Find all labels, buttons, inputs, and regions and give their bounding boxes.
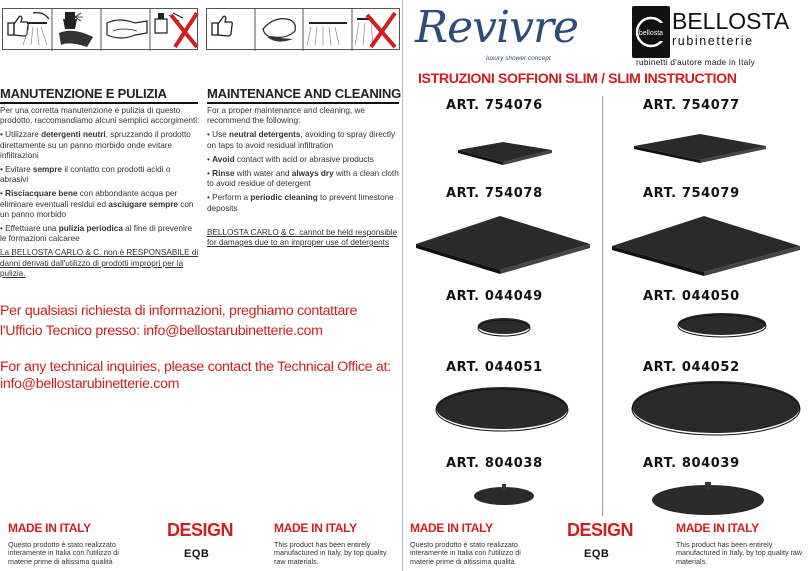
shower-head-square-large-754078 bbox=[412, 208, 594, 278]
thumbs-up-icon bbox=[8, 16, 28, 36]
shower-head-dome-large-804039 bbox=[648, 478, 768, 518]
made-in-italy-it-right: MADE IN ITALY bbox=[410, 521, 493, 535]
made-in-italy-en-right: MADE IN ITALY bbox=[676, 521, 759, 535]
made-in-italy-it-text-right: Questo prodotto è stato realizzato interamente in Italia con l'utilizzo di materie prime di altissima qualità bbox=[410, 540, 521, 566]
article-label: ART. 044051 bbox=[446, 360, 543, 375]
shower-head-round-large-044052 bbox=[628, 378, 804, 438]
section-rule-it bbox=[0, 102, 198, 104]
bullet-1-it: • Utilizzare detergenti neutri, spruzzando il prodotto direttamente su un panno morbido onde evitare infiltrazioni bbox=[0, 130, 191, 160]
section-rule-en bbox=[207, 102, 399, 104]
article-label: ART. 044049 bbox=[446, 289, 543, 304]
article-label: ART. 804038 bbox=[446, 456, 543, 471]
bullet-4-en: • Perform a periodic cleaning to prevent limestone deposits bbox=[207, 193, 394, 213]
bellosta-logo-mark bbox=[632, 6, 670, 58]
shower-head-round-medium-044050 bbox=[672, 310, 772, 340]
article-label: ART. 754078 bbox=[446, 186, 543, 201]
design-by-left: EQB bbox=[184, 548, 210, 560]
bellosta-name: BELLOSTA bbox=[672, 8, 790, 34]
maintenance-text-it bbox=[0, 106, 200, 283]
cleaning-hand-icon bbox=[107, 20, 147, 38]
bellosta-logo-text: bellosta bbox=[638, 30, 664, 37]
made-in-italy-it-text-left: Questo prodotto è stato realizzato interamente in Italia con l'utilizzo di materie prime di altissima qualità bbox=[8, 540, 119, 566]
bullet-2-en: • Avoid contact with acid or abrasive products bbox=[207, 154, 374, 164]
cloth-hand-icon bbox=[263, 19, 295, 42]
instruction-icon-strip-it bbox=[2, 8, 198, 50]
section-title-en: MAINTENANCE AND CLEANING bbox=[207, 86, 402, 101]
article-label: ART. 754077 bbox=[643, 98, 740, 113]
shower-head-round-small-044049 bbox=[474, 314, 534, 338]
bellosta-tagline: rubinetti d'autore made in Italy bbox=[636, 58, 756, 67]
bullet-2-it: • Evitare sempre il contatto con prodotti acidi o abrasivi bbox=[0, 165, 171, 185]
spray-bottle-icon bbox=[63, 12, 83, 29]
shower-head-square-small-754077 bbox=[630, 128, 770, 168]
red-cross-icon bbox=[367, 13, 395, 47]
bullet-3-en: • Rinse with water and always dry with a clean cloth to avoid residue of detergent bbox=[207, 169, 399, 189]
shower-head-square-small-754076 bbox=[448, 136, 558, 170]
bullet-3-it: • Risciacquare bene con abbondante acqua per eliminare eventuali residui ed asciugare sempre con un panno morbido bbox=[0, 189, 194, 219]
revivre-logo: Revivre bbox=[415, 2, 579, 53]
column-divider bbox=[602, 96, 603, 516]
thumbs-up-icon bbox=[212, 16, 232, 36]
shower-spray-icon bbox=[355, 19, 373, 45]
intro-en: For a proper maintenance and cleaning, we recommend the following: bbox=[207, 106, 365, 126]
contact-it-line-1: Per qualsiasi richiesta di informazioni, preghiamo contattare bbox=[0, 303, 358, 319]
contact-en-line-1: For any technical inquiries, please contact the Technical Office at: bbox=[0, 359, 391, 375]
article-label: ART. 754076 bbox=[446, 98, 543, 113]
contact-en-line-2: info@bellostarubinetterie.com bbox=[0, 376, 180, 392]
article-label: ART. 044052 bbox=[643, 360, 740, 375]
design-by-right: EQB bbox=[584, 548, 610, 560]
design-label-right: DESIGN bbox=[567, 520, 634, 540]
bellosta-subtitle: rubinetterie bbox=[672, 34, 754, 48]
instruction-icon-strip-en bbox=[206, 8, 400, 50]
section-title-it: MANUTENZIONE E PULIZIA bbox=[0, 86, 167, 101]
water-spray-icon bbox=[307, 23, 347, 45]
bullet-1-en: • Use neutral detergents, avoiding to spray directly on taps to avoid residual infiltration bbox=[207, 130, 396, 150]
intro-it: Per una corretta manutenzione e pulizia di questo prodotto, raccomandiamo alcuni semplici accorgimenti: bbox=[0, 106, 200, 126]
maintenance-text-en bbox=[207, 106, 400, 252]
disclaimer-it: La BELLOSTA CARLO & C. non è RESPONSABILE di danni derivati dall'utilizzo di prodotti impropri per la pulizia. bbox=[0, 248, 199, 278]
instruction-title: ISTRUZIONI SOFFIONI SLIM / SLIM INSTRUCTION bbox=[418, 71, 737, 87]
made-in-italy-en-text-left: This product has been entirely manufactured in Italy, by top quality raw materials. bbox=[274, 540, 387, 566]
revivre-tagline: luxury shower concept bbox=[486, 55, 551, 62]
shower-head-round-large-044051 bbox=[432, 384, 572, 434]
article-label: ART. 804039 bbox=[643, 456, 740, 471]
made-in-italy-en-text-right: This product has been entirely manufactured in Italy, by top quality raw materials. bbox=[676, 540, 803, 566]
shower-head-dome-small-804038 bbox=[470, 482, 540, 510]
disclaimer-en: BELLOSTA CARLO & C. cannot be held responsible for damages due to an improper use of detergents bbox=[207, 227, 398, 248]
made-in-italy-en-left: MADE IN ITALY bbox=[274, 521, 357, 535]
page-fold-line bbox=[402, 0, 403, 571]
red-cross-icon bbox=[171, 13, 197, 47]
contact-it-line-2: l'Ufficio Tecnico presso: info@bellostarubinetterie.com bbox=[0, 323, 323, 339]
design-label-left: DESIGN bbox=[167, 520, 234, 540]
article-label: ART. 044050 bbox=[643, 289, 740, 304]
made-in-italy-it-left: MADE IN ITALY bbox=[8, 521, 91, 535]
shower-head-square-large-754079 bbox=[608, 208, 804, 280]
bullet-4-it: • Effettuare una pulizia periodica al fine di prevenire le formazioni calcaree bbox=[0, 224, 193, 244]
article-label: ART. 754079 bbox=[643, 186, 740, 201]
